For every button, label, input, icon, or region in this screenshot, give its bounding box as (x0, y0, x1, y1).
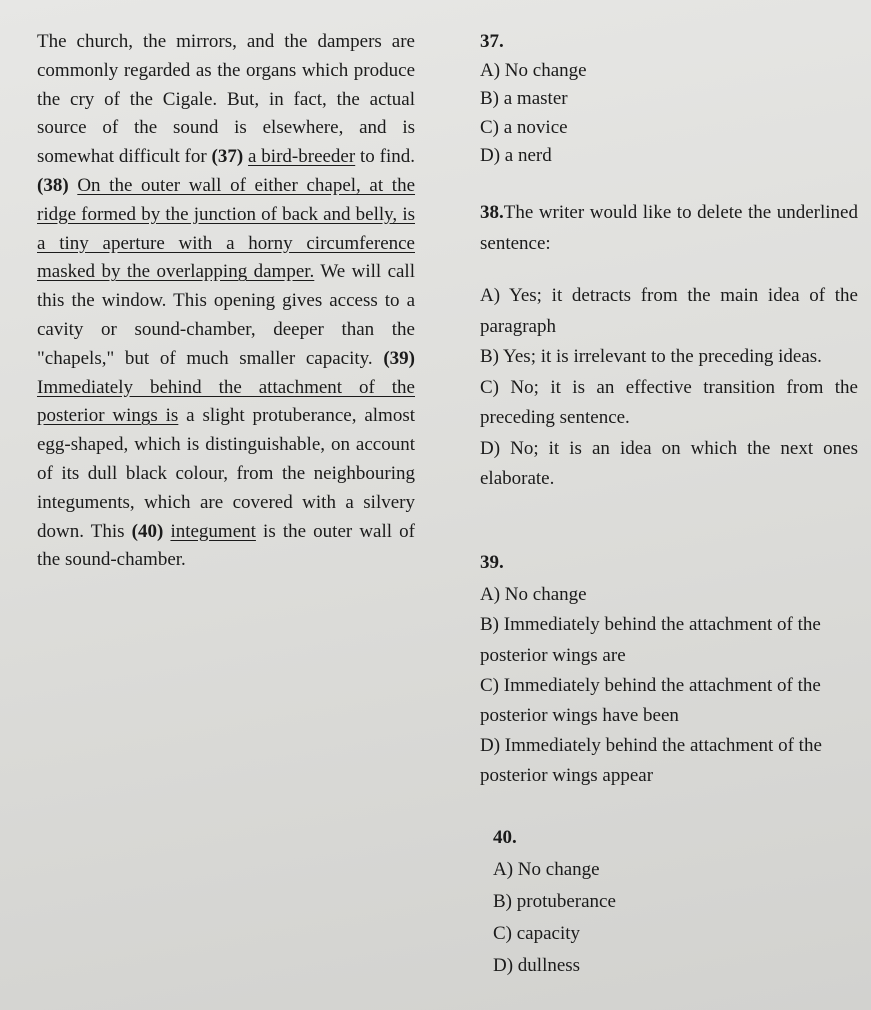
underlined-word-40: integument (170, 520, 256, 542)
option-b[interactable]: B) Yes; it is irrelevant to the preceding ideas. (480, 346, 822, 367)
question-39 (480, 548, 858, 792)
option-d[interactable]: D) No; it is an idea on which the next ones elaborate. (480, 437, 858, 489)
underlined-phrase-39: Immediately behind the attachment of the posterior wings is (37, 376, 415, 427)
option-c[interactable]: C) Immediately behind the attachment of the posterior wings have been (480, 674, 821, 727)
passage-text-5: is the outer wall of the sound-chamber. (37, 520, 415, 571)
passage-text-1: The church, the mirrors, and the dampers are commonly regarded as the organs which produce the cry of the Cigale. But, in fact, the actual source of the sound is elsewhere, and is somewhat difficult for (37, 31, 415, 168)
question-number: 38. (480, 202, 504, 223)
option-c[interactable]: C) No; it is an effective transition from the preceding sentence. (480, 376, 858, 428)
option-b[interactable]: B) protuberance (493, 891, 616, 912)
underlined-phrase-37: a bird-breeder (248, 146, 356, 168)
question-marker-39: (39) (383, 347, 415, 369)
option-a[interactable]: A) No change (493, 859, 600, 880)
option-d[interactable]: D) a nerd (480, 145, 552, 166)
question-marker-38: (38) (37, 174, 69, 196)
question-number: 37. (480, 31, 504, 52)
option-d[interactable]: D) dullness (493, 955, 581, 976)
passage-text-4: a slight protuberance, almost egg-shaped, which is distinguishable, on account of its dull black colour, from the neighbouring integuments, which are covered with a silvery down. This (37, 405, 415, 542)
passage-paragraph (37, 28, 415, 575)
reading-passage (37, 28, 415, 575)
question-stem (480, 198, 858, 259)
question-37 (480, 28, 858, 171)
question-40 (493, 822, 871, 982)
option-a[interactable]: A) No change (480, 59, 587, 81)
option-b[interactable]: B) Immediately behind the attachment of the posterior wings are (480, 614, 821, 666)
passage-text-3: We will call this the window. This opening gives access to a cavity or sound-chamber, deeper than the "chapels," but of much smaller capacity. (37, 261, 415, 369)
option-b[interactable]: B) a master (480, 88, 568, 109)
option-a[interactable]: A) No change (480, 584, 587, 606)
question-marker-37: (37) (211, 146, 244, 168)
question-number: 40. (493, 827, 517, 848)
option-c[interactable]: C) capacity (493, 923, 581, 944)
passage-text-2: to find. (355, 146, 415, 168)
option-d[interactable]: D) Immediately behind the attachment of the posterior wings appear (480, 735, 822, 787)
underlined-sentence-38: On the outer wall of either chapel, at the ridge formed by the junction of back and belly, is a tiny aperture with a horny circumference masked by the overlapping damper. (37, 174, 416, 283)
question-number: 39. (480, 552, 504, 573)
question-38 (480, 198, 858, 495)
option-a[interactable]: A) Yes; it detracts from the main idea of the paragraph (480, 285, 858, 337)
option-c[interactable]: C) a novice (480, 116, 568, 138)
question-stem-text: The writer would like to delete the underlined sentence: (480, 202, 858, 254)
question-marker-40: (40) (131, 520, 164, 542)
